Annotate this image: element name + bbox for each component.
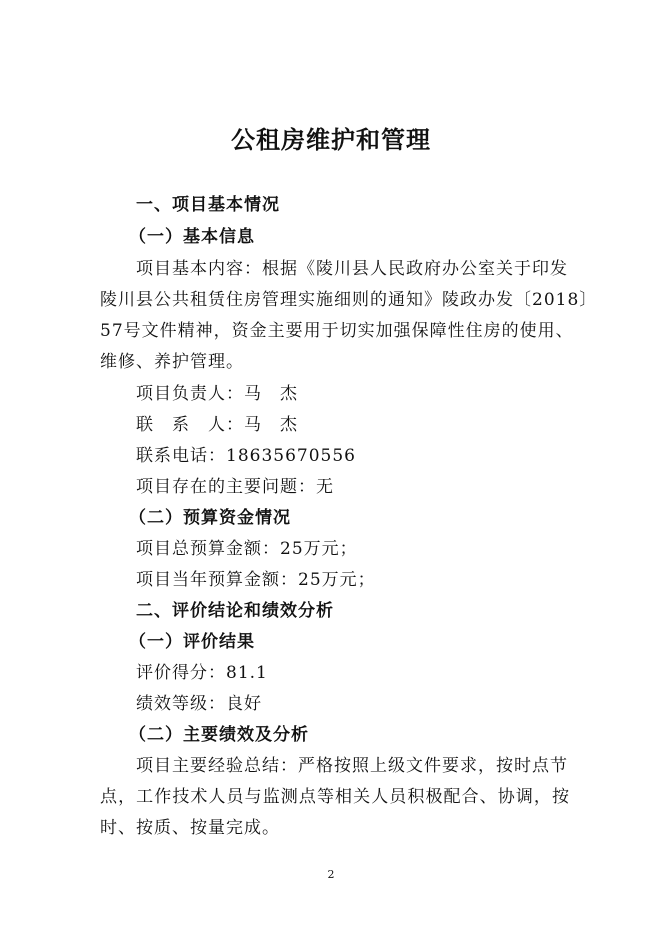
summary-line-3: 时、按质、按量完成。 [100,818,280,838]
page-title: 公租房维护和管理 [231,125,431,154]
project-leader: 项目负责人：马 杰 [136,384,298,404]
budget-total: 项目总预算金额：25万元； [136,539,358,559]
summary-line-2: 点，工作技术人员与监测点等相关人员积极配合、协调，按 [100,787,570,807]
summary-line-1: 项目主要经验总结：严格按照上级文件要求，按时点节 [136,756,568,776]
budget-year: 项目当年预算金额：25万元； [136,570,376,590]
section-heading-2: 二、评价结论和绩效分析 [136,601,334,621]
performance-grade: 绩效等级：良好 [136,694,262,714]
subsection-evaluation: （一）评价结果 [129,632,255,652]
contact-person: 联 系 人：马 杰 [136,415,298,435]
content-line-3: 57号文件精神，资金主要用于切实加强保障性住房的使用、 [100,321,574,341]
content-line-4: 维修、养护管理。 [100,352,244,372]
evaluation-score: 评价得分：81.1 [136,663,268,683]
page-number: 2 [327,868,335,881]
subsection-performance: （二）主要绩效及分析 [129,725,309,745]
section-heading-1: 一、项目基本情况 [136,195,280,215]
project-problems: 项目存在的主要问题：无 [136,477,334,497]
subsection-basic-info: （一）基本信息 [129,227,255,247]
content-line-1: 项目基本内容：根据《陵川县人民政府办公室关于印发 [136,259,568,279]
content-line-2: 陵川县公共租赁住房管理实施细则的通知》陵政办发〔2018〕 [100,290,598,310]
subsection-budget: （二）预算资金情况 [129,508,291,528]
contact-phone: 联系电话：18635670556 [136,446,356,466]
